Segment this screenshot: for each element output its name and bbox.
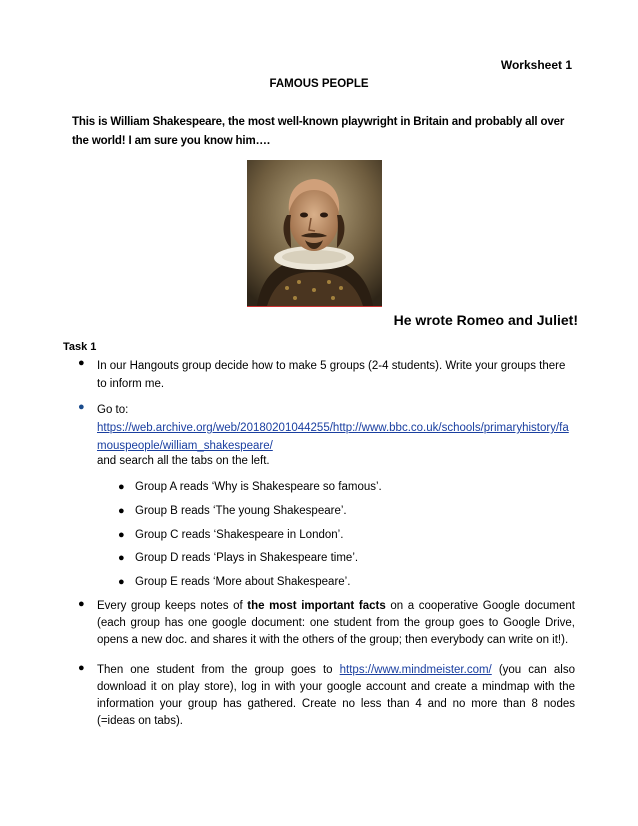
bullet3-text-start: Every group keeps notes of xyxy=(97,600,248,612)
group-d-item: Group D reads ‘Plays in Shakespeare time’. xyxy=(135,552,359,564)
mindmeister-link[interactable]: https://www.mindmeister.com/ xyxy=(339,664,492,676)
page-title: FAMOUS PEOPLE xyxy=(269,78,369,90)
bullet-dot: ● xyxy=(118,505,125,517)
caption: He wrote Romeo and Juliet! xyxy=(393,312,578,328)
group-b-item: Group B reads ‘The young Shakespeare’. xyxy=(135,505,347,517)
bullet-dot: ● xyxy=(118,576,125,588)
group-a-item: Group A reads ‘Why is Shakespeare so famous’. xyxy=(135,481,382,493)
task-bullet-3 xyxy=(97,598,575,649)
worksheet-label: Worksheet 1 xyxy=(500,58,572,72)
bullet3-bold-text: the most important facts xyxy=(247,600,386,612)
bullet-dot: ● xyxy=(78,401,85,413)
bullet-dot: ● xyxy=(118,529,125,541)
goto-label: Go to: xyxy=(97,404,129,416)
bullet3-text-end: on a cooperative Google document (each group has one google document: one student from the group goes to Google Drive, opens a new doc. and shares it with the others of the group; then everybody can write on it!). xyxy=(97,600,576,646)
bullet4-text-end: (you can also download it on play store), log in with your google account and create a mindmap with the information your group has gathered. Create no less than 4 and no more than 8 nodes (=ideas on tabs). xyxy=(97,664,575,727)
search-tabs-text: and search all the tabs on the left. xyxy=(97,455,270,467)
shakespeare-portrait-icon xyxy=(247,160,382,307)
task-bullet-1: In our Hangouts group decide how to make 5 groups (2-4 students). Write your groups there to inform me. xyxy=(97,360,566,390)
bullet-dot: ● xyxy=(78,598,85,610)
group-e-item: Group E reads ‘More about Shakespeare’. xyxy=(135,576,351,588)
task-bullet-4 xyxy=(97,662,575,730)
task-bullet-2 xyxy=(97,401,577,455)
bullet-dot: ● xyxy=(118,552,125,564)
bullet-dot: ● xyxy=(78,662,85,674)
bbc-link[interactable]: https://web.archive.org/web/20180201044255/http://www.bbc.co.uk/schools/primaryhistory/famouspeople/william_shakespeare/ xyxy=(97,422,569,452)
bullet4-text-start: Then one student from the group goes to xyxy=(97,664,340,676)
intro-text: This is William Shakespeare, the most well-known playwright in Britain and probably all over the world! I am sure you know him…. xyxy=(72,116,565,147)
bullet-dot: ● xyxy=(118,481,125,493)
task-label: Task 1 xyxy=(63,341,97,353)
group-c-item: Group C reads ‘Shakespeare in London’. xyxy=(135,529,344,541)
bullet-dot: ● xyxy=(78,357,85,369)
